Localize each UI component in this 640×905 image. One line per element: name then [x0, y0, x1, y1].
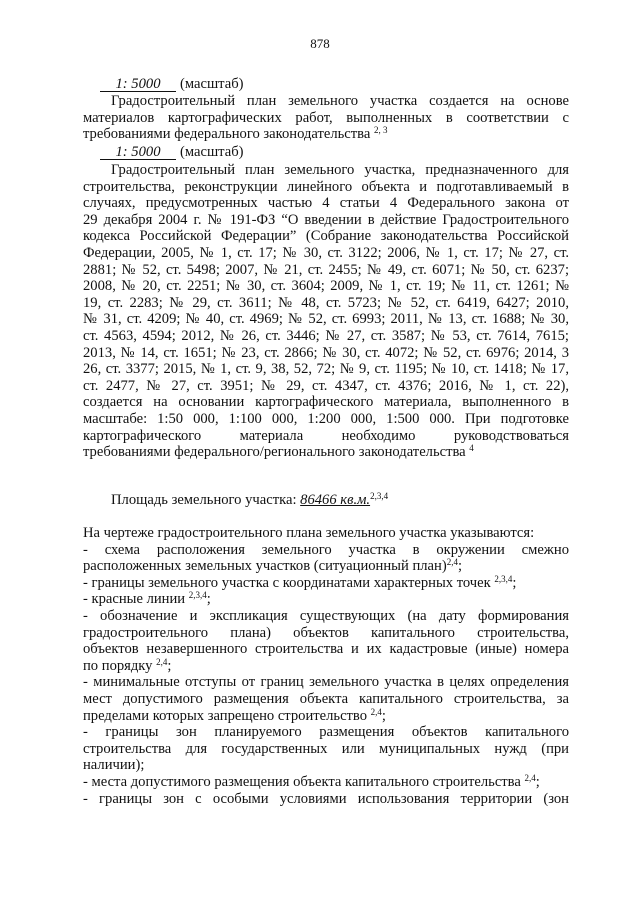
footnote-ref: 2,4 [446, 557, 458, 568]
text-line: Градостроительный план земельного участка создается на основе [111, 93, 569, 109]
text-line: 29 декабря 2004 г. № 191-ФЗ “О введении в действие Градостроительного [83, 211, 569, 228]
footnote-ref: 2, 3 [374, 125, 388, 136]
list-item-tail: ; [381, 707, 386, 724]
scale-value: 1: 5000 [100, 77, 176, 92]
list-item: - границы земельного участка с координатами характерных точек [83, 574, 491, 591]
list-item: объектов незавершенного строительства и их кадастровые (иные) номера [83, 641, 569, 658]
text-line: 26, ст. 3377; 2015, № 1, ст. 9, 38, 52, 72; № 9, ст. 1195; № 10, ст. 1418; № 17, [83, 361, 569, 378]
list-item: - минимальные отступы от границ земельного участка в целях определения [83, 674, 569, 691]
text-line: случаях, предусмотренных частью 4 статьи 4 Федерального закона от [83, 195, 569, 212]
text-line: строительства, реконструкции линейного объекта и подготавливаемый в [83, 178, 569, 195]
list-item: по порядку [83, 657, 153, 674]
list-item: - границы зон с особыми условиями использования территории (зон [83, 790, 569, 807]
footnote-ref: 2,3,4 [188, 590, 207, 601]
footnote-ref: 2,4 [156, 656, 168, 667]
list-item: - обозначение и экспликация существующих (на дату формирования [83, 607, 569, 624]
text-line: ст. 2477, № 27, ст. 3951; № 29, ст. 4347, ст. 4376; 2016, № 1, ст. 22), [83, 377, 569, 394]
text-line: требованиями федерального законодательства [83, 126, 371, 143]
list-item: пределами которых запрещено строительство [83, 707, 368, 724]
text-line: создается на основании картографического материала, выполненного в [83, 394, 569, 411]
list-item: строительства для государственных или муниципальных нужд (при [83, 740, 569, 757]
text-line: 19, ст. 2283; № 29, ст. 3611; № 48, ст. 5723; № 52, ст. 6419, 6427; 2010, [83, 294, 569, 311]
footnote-ref: 2,4 [524, 772, 536, 783]
list-item-tail: ; [167, 657, 172, 674]
text-line: масштабе: 1:50 000, 1:100 000, 1:200 000, 1:500 000. При подготовке [83, 410, 569, 427]
area-label: Площадь земельного участка: [111, 492, 297, 508]
scale-label: (масштаб) [180, 144, 244, 160]
area-value: 86466 кв.м. [300, 492, 371, 508]
text-line: требованиями федерального/регионального законодательства [83, 444, 466, 461]
scale-line-2 [83, 144, 569, 161]
list-item-tail: ; [206, 591, 211, 608]
list-item: расположенных земельных участков (ситуационный план) [83, 558, 447, 575]
list-item: - схема расположения земельного участка в окружении смежно [83, 541, 569, 558]
page-number: 878 [310, 36, 330, 51]
list-item: градостроительного плана) объектов капитального строительства, [83, 624, 569, 641]
text-line: 2013, № 14, ст. 1651; № 23, ст. 2866; № 30, ст. 4072; № 52, ст. 6976; 2014, 3 [83, 344, 569, 361]
list-intro: На чертеже градостроительного плана земельного участка указываются: [83, 525, 535, 541]
text-line: 2881; № 52, ст. 5498; 2007, № 21, ст. 2455; № 49, ст. 6071; № 50, ст. 6237; [83, 261, 569, 278]
list-item-tail: ; [457, 558, 462, 575]
text-line: Федерации, 2005, № 1, ст. 17; № 30, ст. 3122; 2006, № 1, ст. 17; № 27, ст. [83, 244, 569, 261]
text-line: кодекса Российской Федерации” (Собрание законодательства Российской [83, 228, 569, 245]
drawing-list [83, 525, 569, 807]
text-line: № 31, ст. 4209; № 40, ст. 4969; № 52, ст. 6993; 2011, № 13, ст. 1688; № 30, [83, 311, 569, 328]
list-item: - границы зон планируемого размещения объектов капитального [83, 724, 569, 741]
list-item: мест допустимого размещения объекта капитального строительства, за [83, 690, 569, 707]
footnote-ref: 2,4 [370, 706, 382, 717]
footnote-ref: 2,3,4 [494, 573, 513, 584]
footnote-ref: 4 [469, 443, 474, 454]
paragraph-2 [83, 162, 569, 461]
list-item: - места допустимого размещения объекта капитального строительства [83, 773, 521, 790]
area-line [83, 492, 569, 509]
text-line: материалов картографических работ, выполненных в соответствии с [83, 109, 569, 126]
scale-label: (масштаб) [180, 76, 244, 92]
list-item: - красные линии [83, 591, 186, 608]
scale-value: 1: 5000 [100, 145, 176, 160]
footnote-ref: 2,3,4 [370, 491, 389, 501]
list-item: наличии); [83, 757, 145, 774]
list-item-tail: ; [512, 574, 517, 591]
text-line: картографического материала необходимо руководствоваться [83, 427, 569, 444]
paragraph-1 [83, 93, 569, 143]
list-item-tail: ; [535, 773, 540, 790]
text-line: ст. 4563, 4594; 2012, № 26, ст. 3446; № 27, ст. 3587; № 53, ст. 7614, 7615; [83, 327, 569, 344]
text-line: 2008, № 20, ст. 2251; № 30, ст. 3604; 2009, № 1, ст. 19; № 11, ст. 1261; № [83, 278, 569, 295]
scale-line-1 [83, 76, 569, 93]
text-line: Градостроительный план земельного участка, предназначенного для [111, 162, 569, 178]
